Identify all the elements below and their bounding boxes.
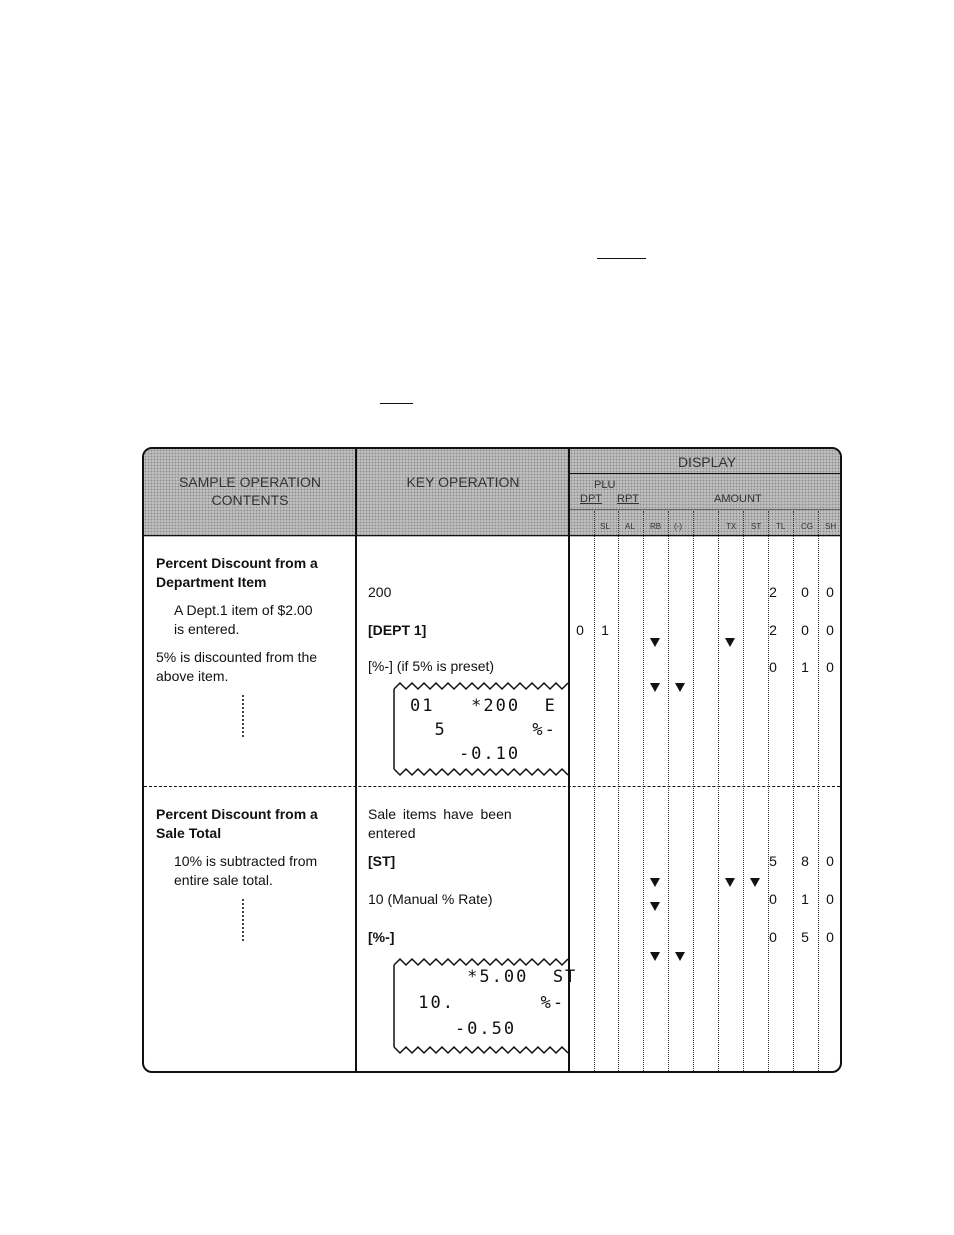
display-digit: 2 [769,622,777,638]
display-col-line [818,511,819,1071]
header-amount-label: AMOUNT [714,493,762,505]
column-divider-1 [355,449,357,1071]
section-separator [144,786,840,787]
display-col-line [693,511,694,1071]
receipt-2-line-1: *5.00 ST [406,967,578,987]
display-header-divider [570,473,840,474]
section2-key-2: [ST] [368,853,396,869]
indicator-sh: SH [825,522,837,531]
section1-desc2-line1: 5% is discounted from the [156,649,318,665]
indicator-minus: (-) [674,522,682,531]
section2-desc1-line2: entire sale total. [174,872,273,888]
section1-title-line2: Department Item [156,574,267,590]
indicator-tx: TX [726,522,737,531]
display-col-line [743,511,744,1071]
indicator-arrow-rb [650,638,660,647]
display-digit: 0 [769,659,777,675]
display-digit: 0 [826,891,834,907]
amount-underline [570,509,840,510]
indicator-arrow-minus [675,952,685,961]
display-digit: 8 [801,853,809,869]
display-col-line [668,511,669,1071]
receipt-1-line-3: -0.10 [410,744,521,764]
indicator-arrow-rb [650,683,660,692]
header-key-operation [356,449,570,537]
section2-desc1-line1: 10% is subtracted from [174,853,318,869]
operation-table [142,447,842,1073]
underline-mark-2 [380,403,413,404]
header-sample-operation-line1: SAMPLE OPERATION [178,474,322,490]
continuation-dots [242,695,244,737]
receipt-2-line-2: 10. %- [406,993,566,1013]
section2-key-4: [%-] [368,929,395,945]
display-digit: 5 [801,929,809,945]
display-digit: 5 [769,853,777,869]
display-digit: 0 [769,891,777,907]
indicator-arrow-rb [650,952,660,961]
indicator-sl: SL [600,522,610,531]
section2-key-1: Sale items have been [368,806,512,822]
display-digit: 0 [826,929,834,945]
section1-desc1-line2: is entered. [174,621,240,637]
display-digit: 2 [769,584,777,600]
underline-mark-1 [597,258,646,259]
indicator-cg: CG [801,522,813,531]
section1-key-2: [DEPT 1] [368,622,427,638]
section1-title-line1: Percent Discount from a [156,555,318,571]
display-col-line [618,511,619,1071]
header-display-label: DISPLAY [677,454,737,470]
display-digit: 0 [826,584,834,600]
header-plu-label: PLU [594,479,616,491]
section2-title-line2: Sale Total [156,825,222,841]
indicator-arrow-tx [725,638,735,647]
indicator-arrow-st [750,878,760,887]
header-bottom-rule [144,535,840,536]
header-key-operation-label: KEY OPERATION [406,474,520,490]
header-sample-operation-line2: CONTENTS [211,492,289,508]
display-digit: 0 [826,853,834,869]
receipt-2-line-3: -0.50 [406,1019,517,1039]
section2-key-3: 10 (Manual % Rate) [368,891,493,907]
display-digit: 0 [801,622,809,638]
header-rpt-label: RPT [617,493,639,505]
section2-key-1b: entered [368,825,416,841]
indicator-arrow-rb [650,902,660,911]
section1-key-3: [%-] (if 5% is preset) [368,658,495,674]
indicator-rb: RB [650,522,662,531]
section2-title-line1: Percent Discount from a [156,806,318,822]
indicator-arrow-tx [725,878,735,887]
display-col-line [718,511,719,1071]
section1-desc1-line1: A Dept.1 item of $2.00 [174,602,313,618]
indicator-arrow-minus [675,683,685,692]
receipt-1-line-2: 5 %- [410,720,557,740]
display-digit: 1 [601,622,609,638]
header-dpt-label: DPT [580,493,602,505]
indicator-st: ST [751,522,762,531]
display-digit: 0 [769,929,777,945]
indicator-al: AL [625,522,635,531]
header-display [570,449,842,537]
header-sample-operation [144,449,356,537]
display-digit: 0 [826,659,834,675]
display-digit: 1 [801,891,809,907]
display-col-line [793,511,794,1071]
display-digit: 0 [801,584,809,600]
section1-key-1: 200 [368,584,392,600]
display-digit: 0 [826,622,834,638]
receipt-2 [390,953,578,1057]
receipt-1 [390,677,570,779]
display-digit: 1 [801,659,809,675]
indicator-tl: TL [776,522,786,531]
section1-desc2-line2: above item. [156,668,229,684]
receipt-1-line-1: 01 *200 E [410,696,557,716]
display-col-line [643,511,644,1071]
display-col-line [594,511,595,1071]
display-digit: 0 [576,622,584,638]
indicator-arrow-rb [650,878,660,887]
continuation-dots [242,899,244,941]
